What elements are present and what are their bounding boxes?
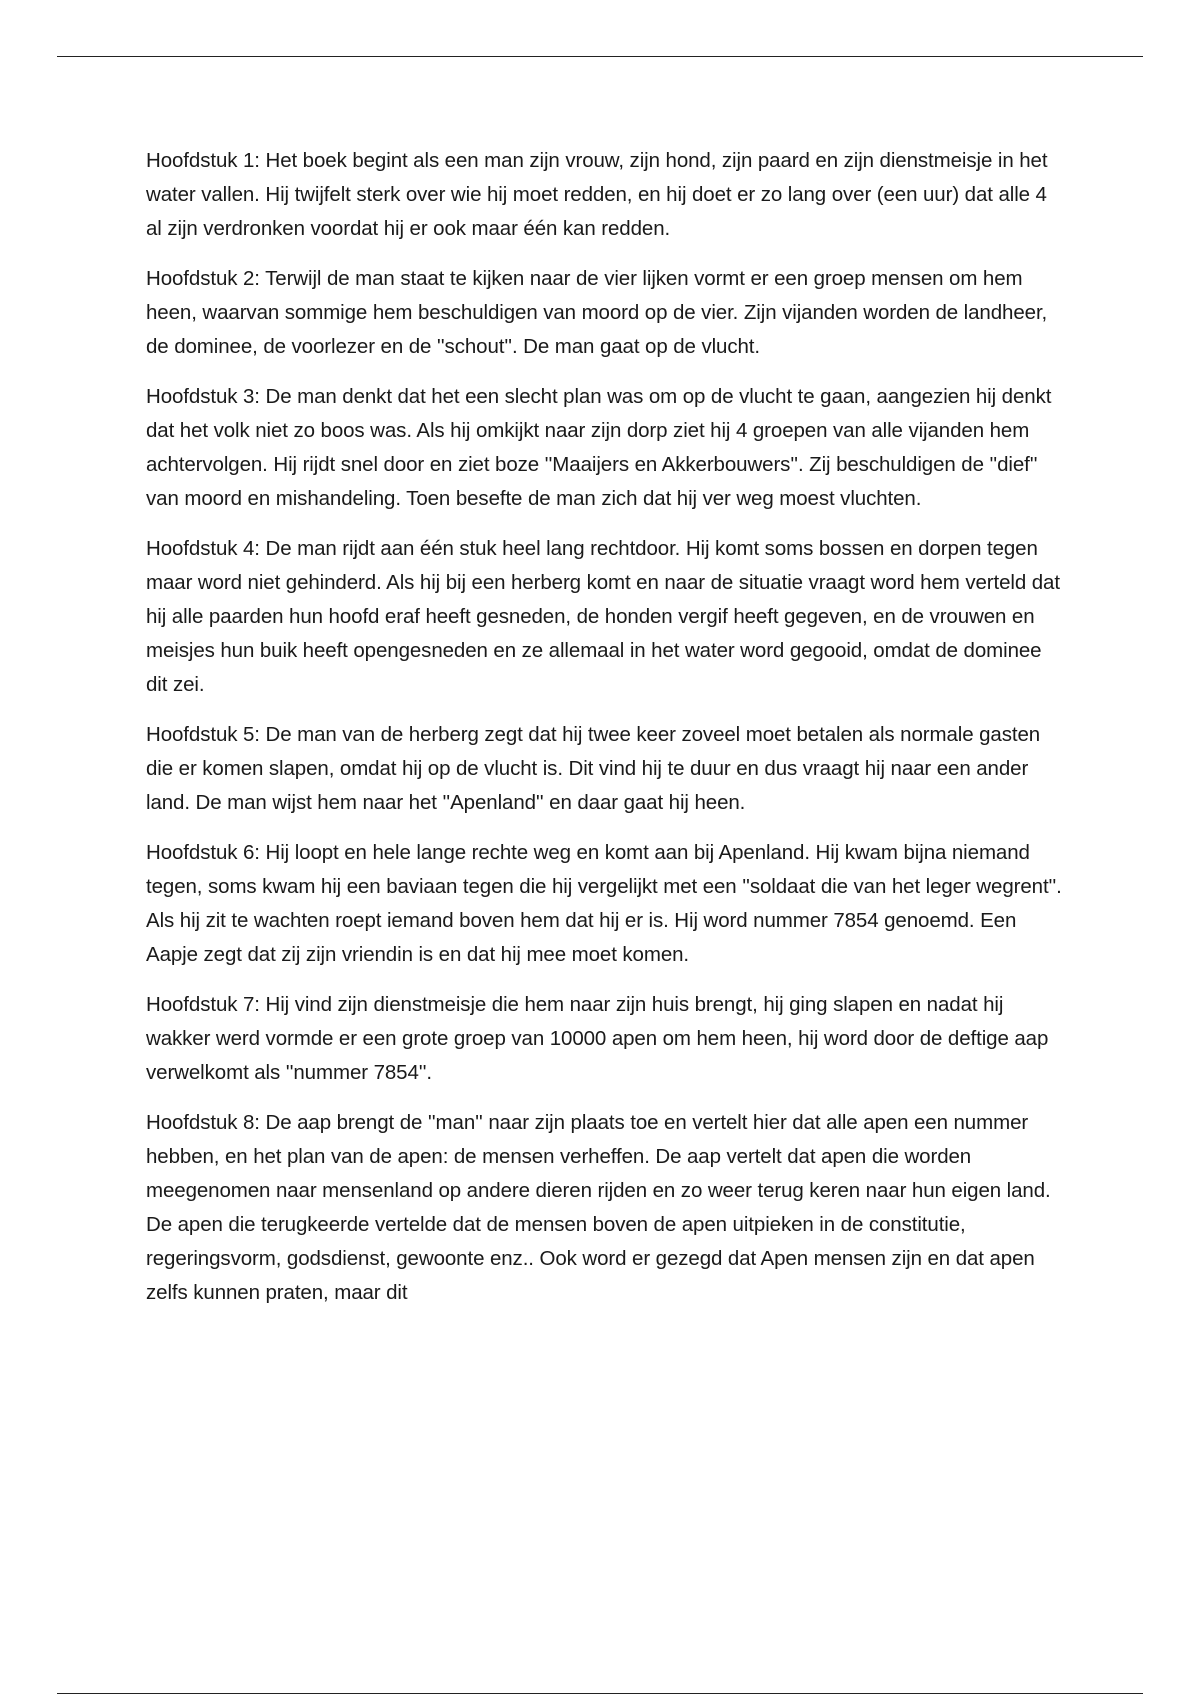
chapter-2-paragraph: Hoofdstuk 2: Terwijl de man staat te kijken naar de vier lijken vormt er een groep mensen om hem heen, waarvan sommige hem beschuldigen van moord op de vier. Zijn vijanden worden de landheer, de dominee, de voorlezer en de ''schout''. De man gaat op de vlucht. <box>146 267 1048 358</box>
chapter-4-paragraph: Hoofdstuk 4: De man rijdt aan één stuk heel lang rechtdoor. Hij komt soms bossen en dorpen tegen maar word niet gehinderd. Als hij bij een herberg komt en naar de situatie vraagt word hem verteld dat hij alle paarden hun hoofd eraf heeft gesneden, de honden vergif heeft gegeven, en de vrouwen en meisjes hun buik heeft opengesneden en ze allemaal in het water word gegooid, omdat de dominee dit zei. <box>146 537 1060 696</box>
chapter-7-paragraph: Hoofdstuk 7: Hij vind zijn dienstmeisje die hem naar zijn huis brengt, hij ging slapen en nadat hij wakker werd vormde er een grote groep van 10000 apen om hem heen, hij word door de deftige aap verwelkomt als ''nummer 7854''. <box>146 993 1049 1084</box>
header-rule <box>57 56 1143 57</box>
chapter-3-paragraph: Hoofdstuk 3: De man denkt dat het een slecht plan was om op de vlucht te gaan, aangezien hij denkt dat het volk niet zo boos was. Als hij omkijkt naar zijn dorp ziet hij 4 groepen van alle vijanden hem achtervolgen. Hij rijdt snel door en ziet boze ''Maaijers en Akkerbouwers''. Zij beschuldigen de ''dief'' van moord en mishandeling. Toen besefte de man zich dat hij ver weg moest vluchten. <box>146 385 1052 510</box>
footer-rule <box>57 1693 1143 1694</box>
document-body <box>146 144 1066 1326</box>
chapter-1-paragraph: Hoofdstuk 1: Het boek begint als een man zijn vrouw, zijn hond, zijn paard en zijn dienstmeisje in het water vallen. Hij twijfelt sterk over wie hij moet redden, en hij doet er zo lang over (een uur) dat alle 4 al zijn verdronken voordat hij er ook maar één kan redden. <box>146 149 1048 240</box>
chapter-8-paragraph: Hoofdstuk 8: De aap brengt de ''man'' naar zijn plaats toe en vertelt hier dat alle apen een nummer hebben, en het plan van de apen: de mensen verheffen. De aap vertelt dat apen die worden meegenomen naar mensenland op andere dieren rijden en zo weer terug keren naar hun eigen land. De apen die terugkeerde vertelde dat de mensen boven de apen uitpieken in de constitutie, regeringsvorm, godsdienst, gewoonte enz.. Ook word er gezegd dat Apen mensen zijn en dat apen zelfs kunnen praten, maar dit <box>146 1111 1051 1304</box>
chapter-5-paragraph: Hoofdstuk 5: De man van de herberg zegt dat hij twee keer zoveel moet betalen als normale gasten die er komen slapen, omdat hij op de vlucht is. Dit vind hij te duur en dus vraagt hij naar een ander land. De man wijst hem naar het ''Apenland'' en daar gaat hij heen. <box>146 723 1041 814</box>
chapter-6-paragraph: Hoofdstuk 6: Hij loopt en hele lange rechte weg en komt aan bij Apenland. Hij kwam bijna niemand tegen, soms kwam hij een baviaan tegen die hij vergelijkt met een ''soldaat die van het leger wegrent''. Als hij zit te wachten roept iemand boven hem dat hij er is. Hij word nummer 7854 genoemd. Een Aapje zegt dat zij zijn vriendin is en dat hij mee moet komen. <box>146 841 1062 966</box>
